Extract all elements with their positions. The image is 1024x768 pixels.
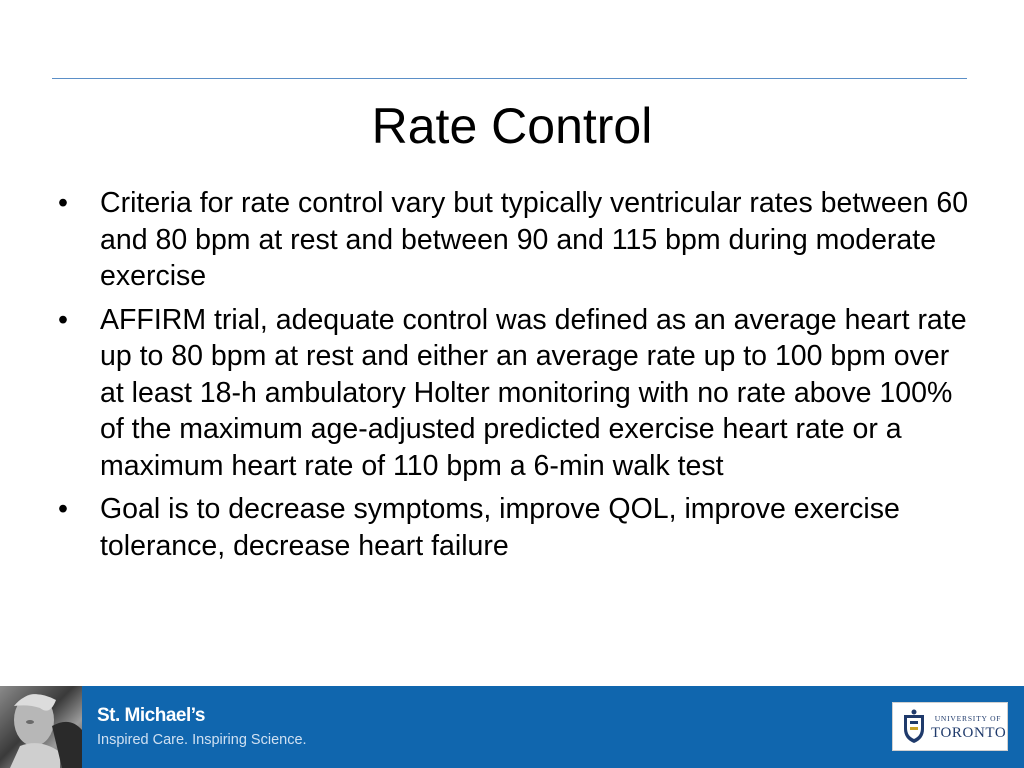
- bullet-marker: •: [58, 493, 68, 525]
- statue-photo: [0, 686, 82, 768]
- bullet-marker: •: [58, 187, 68, 219]
- university-logo: [892, 702, 1008, 751]
- bullet-marker: •: [58, 303, 68, 336]
- bullet-list: [58, 185, 975, 571]
- title-divider: [52, 78, 967, 79]
- bullet-item: [58, 302, 975, 485]
- bullet-item: [58, 491, 975, 564]
- bullet-text: AFFIRM trial, adequate control was defined as an average heart rate up to 80 bpm at rest and either an average rate up to 100 bpm over at least 18-h ambulatory Holter monitoring with no rate above 100% of the maximum age-adjusted predicted exercise heart rate or a maximum heart rate of 110 bpm a 6-min walk test: [100, 303, 967, 482]
- bullet-text: Goal is to decrease symptoms, improve QOL, improve exercise tolerance, decrease heart failure: [100, 493, 900, 562]
- org-tagline: Inspired Care. Inspiring Science.: [97, 732, 307, 748]
- slide-title: Rate Control: [371, 98, 653, 154]
- statue-image: [0, 686, 82, 768]
- university-of-label: UNIVERSITY OF: [934, 714, 1002, 723]
- footer-bar: [0, 686, 1024, 768]
- org-name: St. Michael’s: [97, 705, 205, 726]
- crest-icon: [901, 709, 927, 745]
- bullet-item: [58, 185, 975, 295]
- bullet-text: Criteria for rate control vary but typically ventricular rates between 60 and 80 bpm at rest and between 90 and 115 bpm during moderate exercise: [100, 187, 969, 292]
- university-name: TORONTO: [931, 725, 1007, 741]
